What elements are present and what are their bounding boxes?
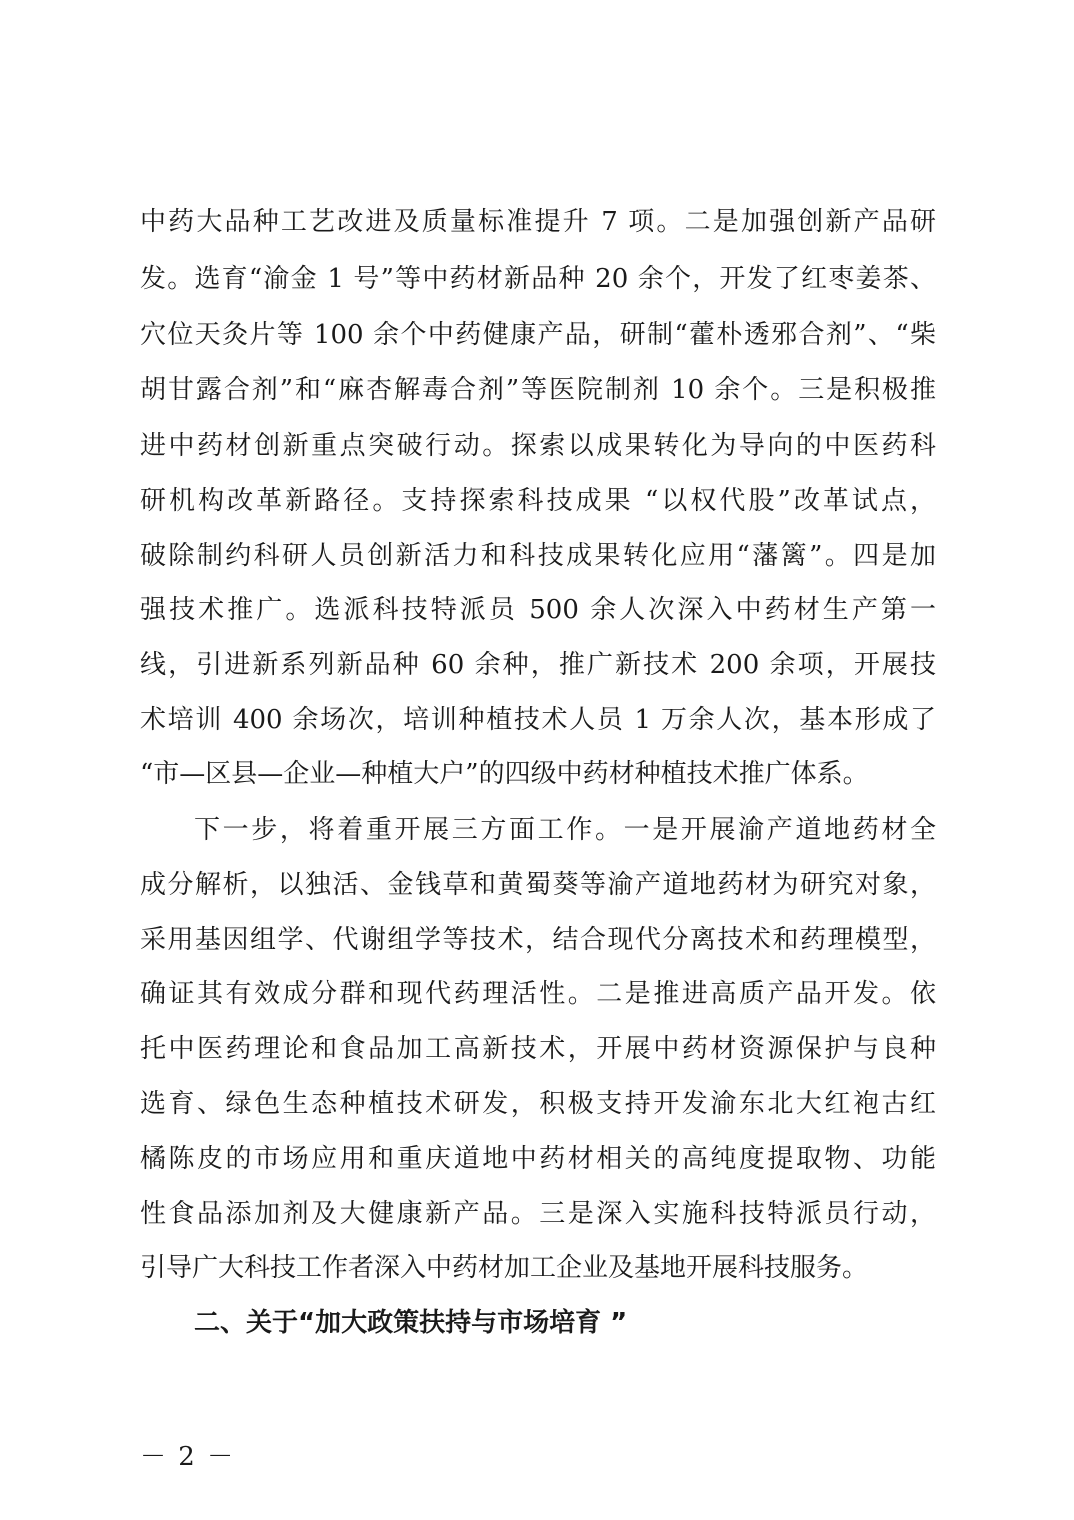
paragraph-line: 选育、绿色生态种植技术研发，积极支持开发渝东北大红袍古红 [140,1089,936,1119]
paragraph-line: 确证其有效成分群和现代药理活性。二是推进高质产品开发。依 [140,979,936,1009]
paragraph-line: 托中医药理论和食品加工高新技术，开展中药材资源保护与良种 [140,1034,936,1064]
paragraph-line: 中药大品种工艺改进及质量标准提升 7 项。二是加强创新产品研 [140,207,936,237]
paragraph-line: 研机构改革新路径。支持探索科技成果 “以权代股”改革试点， [140,486,936,516]
paragraph-line: 橘陈皮的市场应用和重庆道地中药材相关的高纯度提取物、功能 [140,1144,936,1174]
paragraph-line: 采用基因组学、代谢组学等技术，结合现代分离技术和药理模型， [140,925,936,955]
paragraph-line: 术培训 400 余场次，培训种植技术人员 1 万余人次，基本形成了 [140,705,936,735]
paragraph-line: 强技术推广。选派科技特派员 500 余人次深入中药材生产第一 [140,595,936,625]
section-heading: 二、关于“加大政策扶持与市场培育 ” [194,1308,628,1338]
paragraph-line: “市—区县—企业—种植大户”的四级中药材种植技术推广体系。 [140,759,869,789]
paragraph-line: 线，引进新系列新品种 60 余种，推广新技术 200 余项，开展技 [140,650,936,680]
paragraph-line: 成分解析，以独活、金钱草和黄蜀葵等渝产道地药材为研究对象， [140,870,936,900]
paragraph-line: 破除制约科研人员创新活力和科技成果转化应用“藩篱”。四是加 [140,541,936,571]
paragraph-line: 引导广大科技工作者深入中药材加工企业及基地开展科技服务。 [140,1253,869,1283]
paragraph-line: 穴位天灸片等 100 余个中药健康产品，研制“藿朴透邪合剂”、“柴 [140,320,936,350]
page-number: － 2 － [140,1442,236,1472]
paragraph-line: 性食品添加剂及大健康新产品。三是深入实施科技特派员行动， [140,1199,936,1229]
paragraph-line: 胡甘露合剂”和“麻杏解毒合剂”等医院制剂 10 余个。三是积极推 [140,375,936,405]
paragraph-line: 下一步，将着重开展三方面工作。一是开展渝产道地药材全 [194,815,936,845]
paragraph-line: 发。选育“渝金 1 号”等中药材新品种 20 余个，开发了红枣姜茶、 [140,264,936,294]
paragraph-line: 进中药材创新重点突破行动。探索以成果转化为导向的中医药科 [140,431,936,461]
